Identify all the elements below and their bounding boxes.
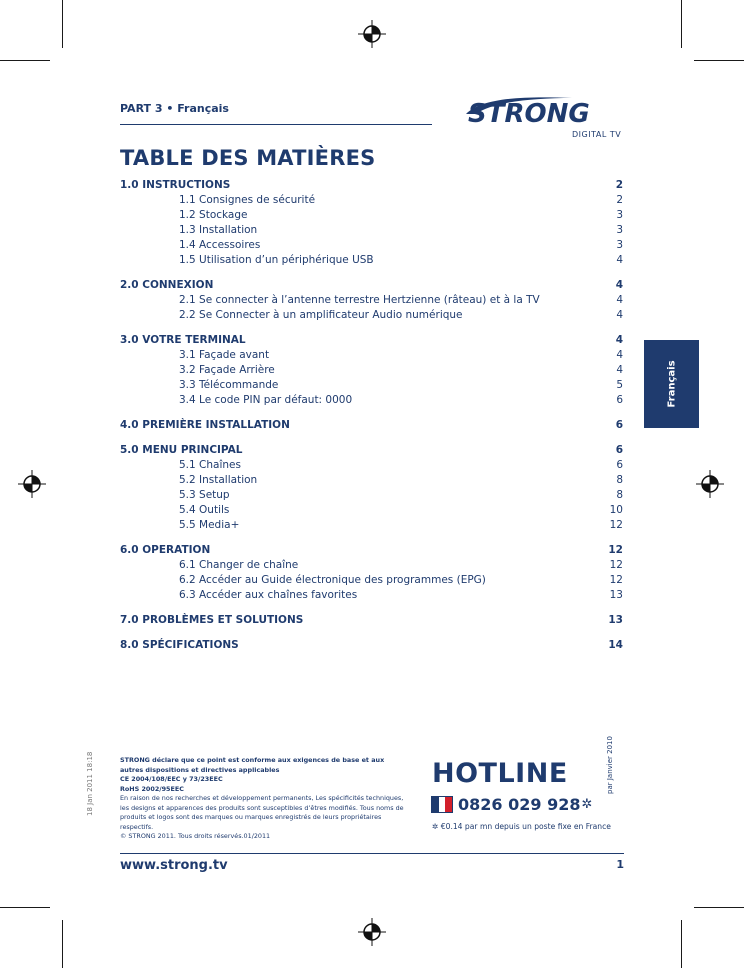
toc-heading-label: 4.0 PREMIÈRE INSTALLATION	[120, 419, 290, 431]
toc-section	[120, 278, 623, 323]
toc-entry	[120, 503, 623, 518]
header-divider	[120, 124, 432, 125]
crop-mark	[62, 920, 63, 968]
toc-heading-page: 2	[615, 179, 623, 191]
toc-section	[120, 543, 623, 603]
toc-entry-label: 3.3 Télécommande	[179, 379, 279, 391]
crop-mark	[694, 907, 744, 908]
table-of-contents	[120, 178, 623, 663]
crop-mark	[681, 920, 682, 968]
toc-entry	[120, 573, 623, 588]
toc-entry	[120, 363, 623, 378]
toc-entry	[120, 223, 623, 238]
toc-entry	[120, 238, 623, 253]
crop-mark	[694, 60, 744, 61]
toc-entry	[120, 518, 623, 533]
toc-heading	[120, 638, 623, 653]
registration-mark-icon	[358, 918, 386, 946]
toc-entry	[120, 308, 623, 323]
brand-subtitle: DIGITAL TV	[572, 130, 622, 139]
toc-heading	[120, 333, 623, 348]
toc-section	[120, 443, 623, 533]
toc-entry-page: 8	[616, 489, 623, 501]
toc-entry-page: 12	[609, 574, 623, 586]
toc-entry-label: 1.1 Consignes de sécurité	[179, 194, 316, 206]
toc-heading	[120, 543, 623, 558]
toc-entry	[120, 378, 623, 393]
toc-entry-page: 12	[609, 559, 623, 571]
strong-logo	[462, 92, 622, 128]
toc-entry-label: 2.1 Se connecter à l’antenne terrestre Hertzienne (râteau) et à la TV	[179, 294, 540, 306]
hotline-note: ✲ €0.14 par mn depuis un poste fixe en France	[432, 822, 611, 831]
toc-entry	[120, 473, 623, 488]
toc-entry-page: 3	[616, 209, 623, 221]
toc-entry-label: 5.5 Media+	[179, 519, 240, 531]
toc-entry	[120, 293, 623, 308]
toc-heading-label: 6.0 OPERATION	[120, 544, 211, 556]
toc-entry-label: 2.2 Se Connecter à un amplificateur Audio numérique	[179, 309, 463, 321]
toc-entry	[120, 208, 623, 223]
legal-notice	[120, 756, 405, 842]
toc-entry	[120, 558, 623, 573]
toc-heading	[120, 278, 623, 293]
crop-mark	[681, 0, 682, 48]
toc-heading-page: 14	[608, 639, 623, 651]
toc-section	[120, 333, 623, 408]
toc-heading-label: 3.0 VOTRE TERMINAL	[120, 334, 246, 346]
legal-body: En raison de nos recherches et développement permanents, Les spécificités techniques, les designs et apparences des produits sont susceptibles d’êtres modifiés. Tous noms de produits et logos sont des marques ou marques enregistrés de leurs propriétaires respectifs.	[120, 794, 404, 831]
toc-section	[120, 638, 623, 653]
toc-entry-label: 1.3 Installation	[179, 224, 258, 236]
toc-entry	[120, 393, 623, 408]
footer-divider	[120, 853, 624, 854]
toc-section	[120, 613, 623, 628]
toc-entry-page: 10	[609, 504, 623, 516]
language-tab	[644, 340, 699, 428]
toc-entry-label: 3.1 Façade avant	[179, 349, 270, 361]
toc-entry-page: 6	[616, 394, 623, 406]
brand-name: STRONG	[468, 99, 590, 128]
toc-entry-page: 3	[616, 239, 623, 251]
toc-entry-page: 13	[609, 589, 623, 601]
toc-heading-label: 8.0 SPÉCIFICATIONS	[120, 639, 239, 651]
hotline-title: HOTLINE	[432, 758, 568, 789]
crop-mark	[0, 907, 50, 908]
language-tab-label: Français	[666, 360, 677, 408]
toc-entry-label: 6.2 Accéder au Guide électronique des programmes (EPG)	[179, 574, 486, 586]
toc-entry-page: 4	[616, 254, 623, 266]
toc-entry-page: 4	[616, 309, 623, 321]
toc-heading-label: 2.0 CONNEXION	[120, 279, 214, 291]
legal-rohs: RoHS 2002/95EEC	[120, 784, 184, 793]
toc-heading-page: 12	[608, 544, 623, 556]
legal-copyright: © STRONG 2011. Tous droits réservés.01/2011	[120, 832, 271, 840]
toc-heading-page: 4	[615, 334, 623, 346]
registration-mark-icon	[18, 470, 46, 498]
hotline-asterisk: ✲	[581, 797, 593, 812]
toc-entry-label: 6.1 Changer de chaîne	[179, 559, 299, 571]
toc-entry	[120, 458, 623, 473]
toc-heading-label: 5.0 MENU PRINCIPAL	[120, 444, 243, 456]
page-title: TABLE DES MATIÈRES	[120, 146, 376, 170]
toc-entry	[120, 193, 623, 208]
toc-entry-label: 1.2 Stockage	[179, 209, 248, 221]
toc-entry-page: 3	[616, 224, 623, 236]
toc-entry-label: 5.1 Chaînes	[179, 459, 241, 471]
toc-entry-label: 3.2 Façade Arrière	[179, 364, 275, 376]
toc-entry-label: 5.2 Installation	[179, 474, 258, 486]
toc-entry-label: 5.4 Outils	[179, 504, 230, 516]
toc-entry-label: 6.3 Accéder aux chaînes favorites	[179, 589, 358, 601]
toc-entry-label: 1.5 Utilisation d’un périphérique USB	[179, 254, 374, 266]
toc-entry-page: 8	[616, 474, 623, 486]
hotline-number: 0826 029 928	[458, 795, 581, 814]
toc-heading-page: 4	[615, 279, 623, 291]
crop-mark	[0, 60, 50, 61]
toc-entry-page: 4	[616, 349, 623, 361]
toc-heading	[120, 443, 623, 458]
toc-heading-page: 13	[608, 614, 623, 626]
toc-entry	[120, 488, 623, 503]
toc-entry-page: 6	[616, 459, 623, 471]
toc-heading-page: 6	[615, 444, 623, 456]
toc-heading	[120, 418, 623, 433]
hotline-phone-row	[432, 795, 592, 814]
toc-entry-label: 3.4 Le code PIN par défaut: 0000	[179, 394, 353, 406]
legal-conformity: STRONG déclare que ce point est conforme aux exigences de base et aux autres dispositions et directives applicables	[120, 756, 385, 774]
part-label: PART 3 • Français	[120, 102, 229, 115]
toc-entry	[120, 348, 623, 363]
toc-entry	[120, 588, 623, 603]
toc-heading-page: 6	[615, 419, 623, 431]
toc-entry-page: 12	[609, 519, 623, 531]
registration-mark-icon	[358, 20, 386, 48]
french-flag-icon	[432, 797, 452, 812]
toc-entry-page: 4	[616, 294, 623, 306]
toc-section	[120, 178, 623, 268]
toc-entry-label: 1.4 Accessoires	[179, 239, 261, 251]
toc-entry	[120, 253, 623, 268]
toc-heading	[120, 178, 623, 193]
page-number: 1	[616, 858, 624, 871]
toc-heading	[120, 613, 623, 628]
legal-ce: CE 2004/108/EEC y 73/23EEC	[120, 775, 223, 783]
toc-entry-label: 5.3 Setup	[179, 489, 230, 501]
website-link[interactable]: www.strong.tv	[120, 858, 228, 873]
toc-heading-label: 1.0 INSTRUCTIONS	[120, 179, 231, 191]
toc-section	[120, 418, 623, 433]
toc-heading-label: 7.0 PROBLÈMES ET SOLUTIONS	[120, 614, 304, 626]
crop-mark	[62, 0, 63, 48]
toc-entry-page: 5	[616, 379, 623, 391]
toc-entry-page: 4	[616, 364, 623, 376]
registration-mark-icon	[696, 470, 724, 498]
toc-entry-page: 2	[616, 194, 623, 206]
